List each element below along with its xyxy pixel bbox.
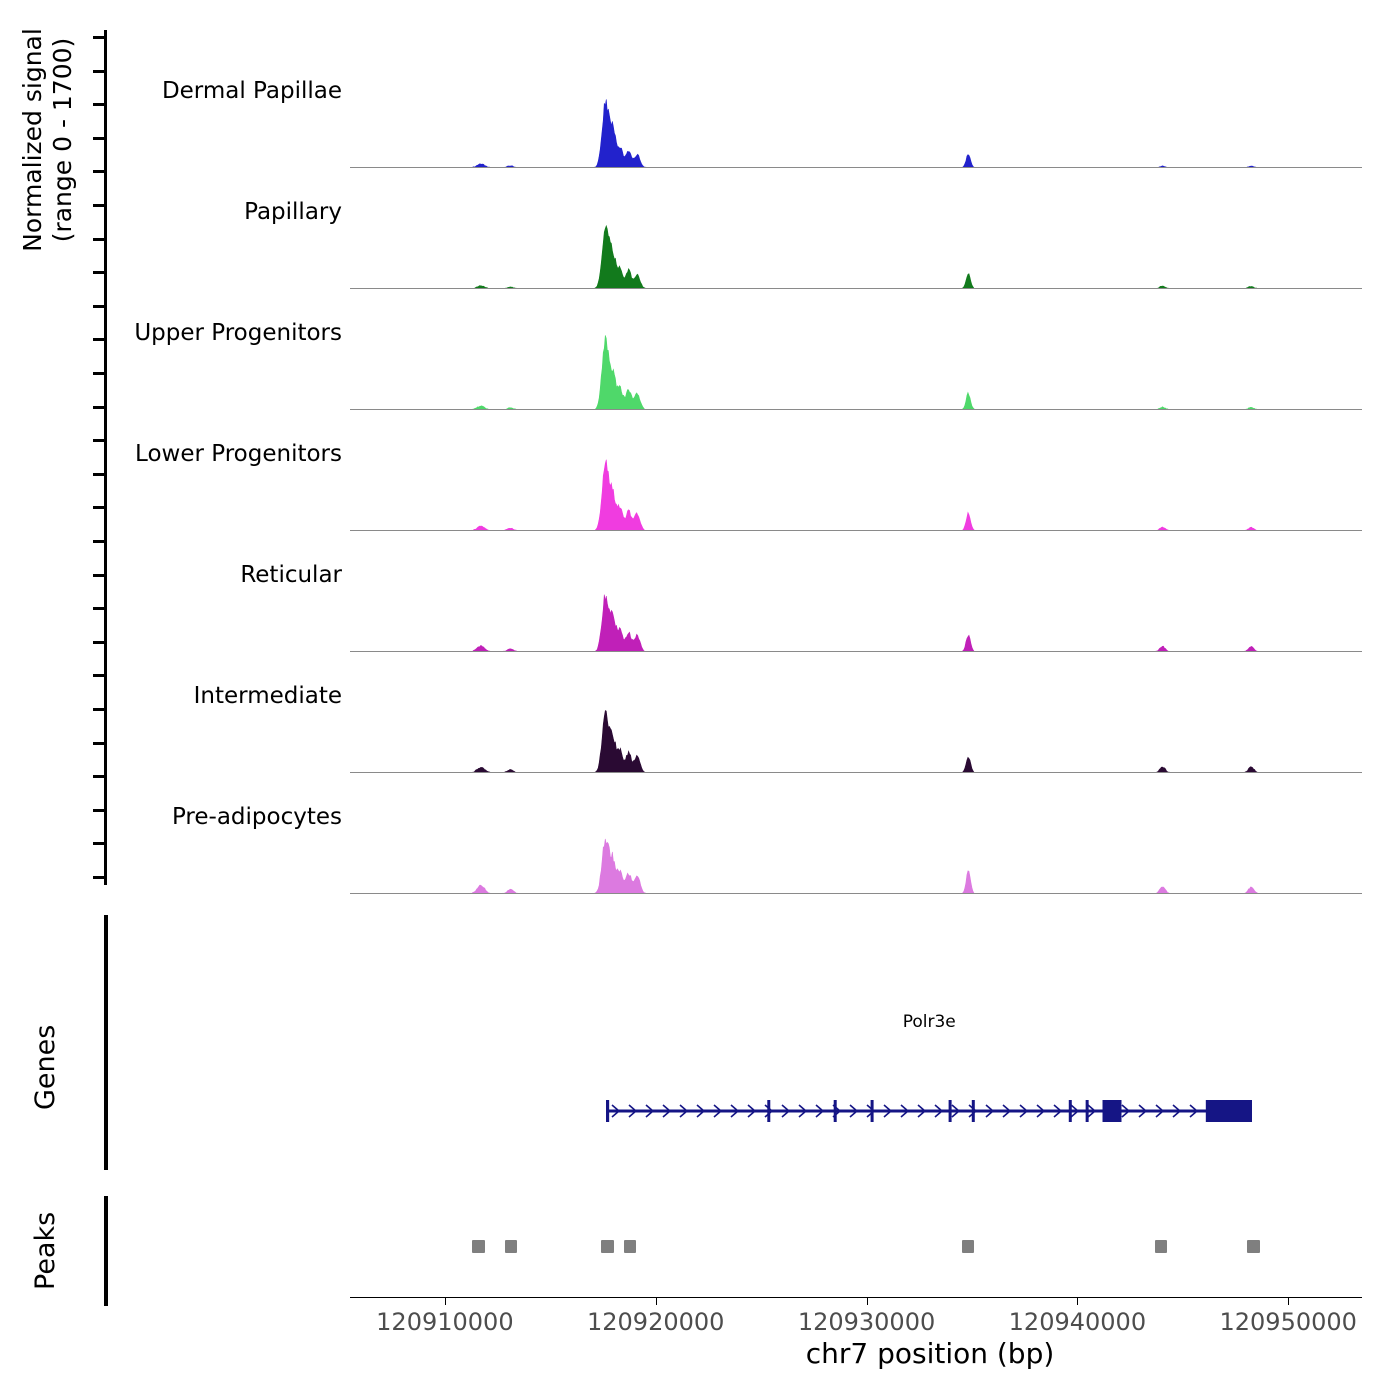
axis-tick — [93, 70, 104, 73]
signal-curve — [350, 169, 1362, 289]
signal-track — [171, 774, 1362, 894]
x-axis-tick-label: 120950000 — [1219, 1308, 1357, 1336]
signal-curve — [350, 532, 1362, 652]
track-label: Intermediate — [193, 683, 342, 709]
track-baseline — [350, 409, 1362, 410]
axis-tick — [93, 506, 104, 509]
track-baseline — [350, 651, 1362, 652]
peak-region[interactable] — [601, 1240, 614, 1253]
signal-track — [161, 48, 1362, 168]
peak-region[interactable] — [962, 1240, 974, 1253]
track-label: Pre-adipocytes — [171, 804, 342, 830]
track-label: Upper Progenitors — [134, 320, 342, 346]
x-axis-tick-label: 120930000 — [797, 1308, 936, 1336]
peak-region[interactable] — [505, 1240, 517, 1253]
genes-label: Genes — [30, 1024, 61, 1110]
y-axis-label-line2: (range 0 - 1700) — [48, 37, 77, 243]
axis-tick — [93, 473, 104, 476]
peaks-label: Peaks — [30, 1211, 61, 1290]
x-axis-tick — [656, 1297, 657, 1305]
x-axis-tick-label: 120920000 — [586, 1308, 725, 1336]
x-axis-tick-label: 120910000 — [376, 1308, 514, 1336]
axis-tick — [93, 775, 104, 778]
signal-track — [135, 411, 1362, 531]
track-baseline — [350, 288, 1362, 289]
x-axis-tick — [445, 1297, 446, 1305]
axis-tick — [93, 607, 104, 610]
y-axis-label — [18, 0, 78, 300]
peak-region[interactable] — [472, 1240, 485, 1253]
axis-tick — [93, 36, 104, 39]
signal-curve — [350, 290, 1362, 410]
axis-tick — [93, 842, 104, 845]
x-axis-tick-label: 120940000 — [1008, 1308, 1147, 1336]
signal-track — [244, 169, 1362, 289]
track-label: Papillary — [244, 199, 342, 225]
genes-axis-rule — [104, 915, 108, 1170]
peak-region[interactable] — [1155, 1240, 1167, 1253]
x-axis-title — [0, 1337, 1400, 1370]
axis-tick — [93, 170, 104, 173]
track-baseline — [350, 772, 1362, 773]
x-axis-tick — [1077, 1297, 1078, 1305]
signal-curve — [350, 774, 1362, 894]
x-axis-line — [350, 1297, 1362, 1298]
signal-track — [134, 290, 1362, 410]
signal-track — [193, 653, 1362, 773]
axis-tick — [93, 742, 104, 745]
axis-tick — [93, 876, 104, 879]
track-baseline — [350, 893, 1362, 894]
axis-tick — [93, 238, 104, 241]
axis-tick — [93, 674, 104, 677]
signal-curve — [350, 411, 1362, 531]
axis-tick — [93, 540, 104, 543]
peaks-axis-rule — [104, 1196, 108, 1306]
track-label: Lower Progenitors — [135, 441, 342, 467]
axis-tick — [93, 271, 104, 274]
track-baseline — [350, 167, 1362, 168]
x-axis-title-text: chr7 position (bp) — [805, 1337, 1055, 1370]
y-axis-label-line1: Normalized signal — [18, 28, 47, 252]
x-axis-tick — [1288, 1297, 1289, 1305]
gene-name-label: Polr3e — [902, 1012, 956, 1032]
gene-model[interactable] — [606, 1096, 1252, 1126]
axis-tick — [93, 372, 104, 375]
track-label: Dermal Papillae — [161, 78, 342, 104]
track-baseline — [350, 530, 1362, 531]
axis-tick — [93, 641, 104, 644]
peak-region[interactable] — [1247, 1240, 1260, 1253]
axis-tick — [93, 305, 104, 308]
peak-region[interactable] — [624, 1240, 636, 1253]
signal-track — [240, 532, 1362, 652]
track-label: Reticular — [240, 562, 342, 588]
axis-tick — [93, 406, 104, 409]
x-axis-tick — [867, 1297, 868, 1305]
signal-curve — [350, 48, 1362, 168]
axis-tick — [93, 137, 104, 140]
signal-curve — [350, 653, 1362, 773]
